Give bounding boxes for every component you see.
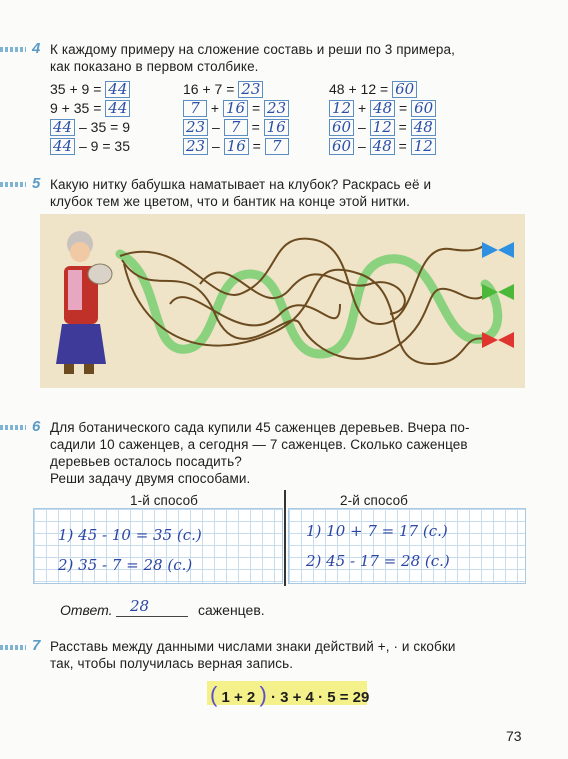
task4-col2-row3: 23 – 7 = 16: [183, 118, 289, 136]
task7-text-line2: так, чтобы получилась верная запись.: [50, 656, 294, 671]
task6-number: 6: [32, 418, 41, 435]
task4-col2-row2: 7 + 16 = 23: [183, 99, 289, 117]
task5-text-line2: клубок тем же цветом, что и бантик на конце этой нитки.: [50, 194, 410, 209]
answer-box: 44: [50, 119, 75, 136]
task4-col3-row1: 48 + 12 = 60: [329, 80, 417, 98]
grandmother-figure: [56, 231, 112, 374]
task4-col1-row3: 44 – 35 = 9: [50, 118, 130, 136]
yarn-maze-illustration: [40, 214, 525, 388]
red-bow-icon: [482, 332, 514, 348]
task4-number: 4: [32, 40, 41, 57]
answer-box: 7: [265, 138, 289, 155]
task4-col2-row1: 16 + 7 = 23: [183, 80, 263, 98]
open-paren: (: [210, 682, 218, 707]
method2-heading: 2-й способ: [340, 493, 409, 508]
expression: [210, 682, 369, 708]
task5-marker-bar: [0, 182, 26, 187]
expr-part2: · 3 + 4 · 5 = 29: [270, 689, 370, 706]
task7-number: 7: [32, 637, 41, 654]
task7-marker-bar: [0, 645, 26, 650]
task6-text-line2: садили 10 саженцев, а сегодня — 7 саженцев. Сколько саженцев: [50, 437, 468, 452]
answer-box: 44: [105, 100, 130, 117]
method1-step2: 2) 35 - 7 = 28 (с.): [58, 556, 193, 574]
answer-box: 7: [224, 119, 248, 136]
method2-step2: 2) 45 - 17 = 28 (с.): [306, 552, 450, 570]
task6-marker-bar: [0, 425, 26, 430]
answer-box: 16: [264, 119, 289, 136]
method2-grid: [288, 508, 526, 584]
blue-bow-icon: [482, 242, 514, 258]
task4-marker-bar: [0, 47, 26, 52]
task4-text-line2: как показано в первом столбике.: [50, 59, 259, 74]
task4-text-line1: К каждому примеру на сложение составь и реши по 3 примера,: [50, 42, 455, 57]
answer-box: 48: [411, 119, 436, 136]
answer-box: 16: [223, 100, 248, 117]
answer-value: 28: [130, 597, 150, 615]
brown-thread-5: [170, 297, 340, 325]
method1-step1: 1) 45 - 10 = 35 (с.): [58, 526, 202, 544]
answer-box: 60: [411, 100, 436, 117]
answer-box: 16: [224, 138, 249, 155]
task5-number: 5: [32, 175, 41, 192]
answer-box: 60: [329, 119, 354, 136]
answer-box: 44: [105, 81, 130, 98]
expr-part1: 1 + 2: [221, 689, 256, 706]
answer-box: 12: [370, 119, 395, 136]
methods-divider: [284, 490, 286, 586]
task4-col1-row4: 44 – 9 = 35: [50, 137, 130, 155]
method2-step1: 1) 10 + 7 = 17 (с.): [306, 522, 448, 540]
method1-heading: 1-й способ: [130, 493, 199, 508]
answer-box: 12: [329, 100, 354, 117]
maze-svg: [40, 214, 525, 388]
task4-col3-row4: 60 – 48 = 12: [329, 137, 436, 155]
task6-text-line1: Для ботанического сада купили 45 саженцев деревьев. Вчера по-: [50, 420, 470, 435]
task6-text-line3: деревьев осталось посадить?: [50, 454, 242, 469]
page-number: 73: [506, 728, 522, 744]
task7-text-line1: Расставь между данными числами знаки действий +, · и скобки: [50, 639, 456, 654]
answer-box: 48: [370, 100, 395, 117]
close-paren: ): [259, 682, 267, 707]
answer-box: 44: [50, 138, 75, 155]
answer-box: 60: [329, 138, 354, 155]
task4-col1-row2: 9 + 35 = 44: [50, 99, 130, 117]
task5-text-line1: Какую нитку бабушка наматывает на клубок? Раскрась её и: [50, 177, 432, 192]
answer-box: 48: [370, 138, 395, 155]
answer-box: 60: [392, 81, 417, 98]
answer-box: 23: [238, 81, 263, 98]
answer-underline: [116, 616, 188, 617]
answer-box: 12: [411, 138, 436, 155]
task6-text-line4: Реши задачу двумя способами.: [50, 471, 251, 486]
answer-box: 7: [183, 100, 207, 117]
answer-label: Ответ.: [60, 602, 113, 618]
task4-col1-row1: 35 + 9 = 44: [50, 80, 130, 98]
task4-col2-row4: 23 – 16 = 7: [183, 137, 289, 155]
answer-box: 23: [183, 138, 208, 155]
answer-box: 23: [264, 100, 289, 117]
answer-box: 23: [183, 119, 208, 136]
task4-col3-row3: 60 – 12 = 48: [329, 118, 436, 136]
task4-col3-row2: 12 + 48 = 60: [329, 99, 436, 117]
answer-unit: саженцев.: [198, 602, 265, 618]
green-thread: [120, 254, 498, 354]
